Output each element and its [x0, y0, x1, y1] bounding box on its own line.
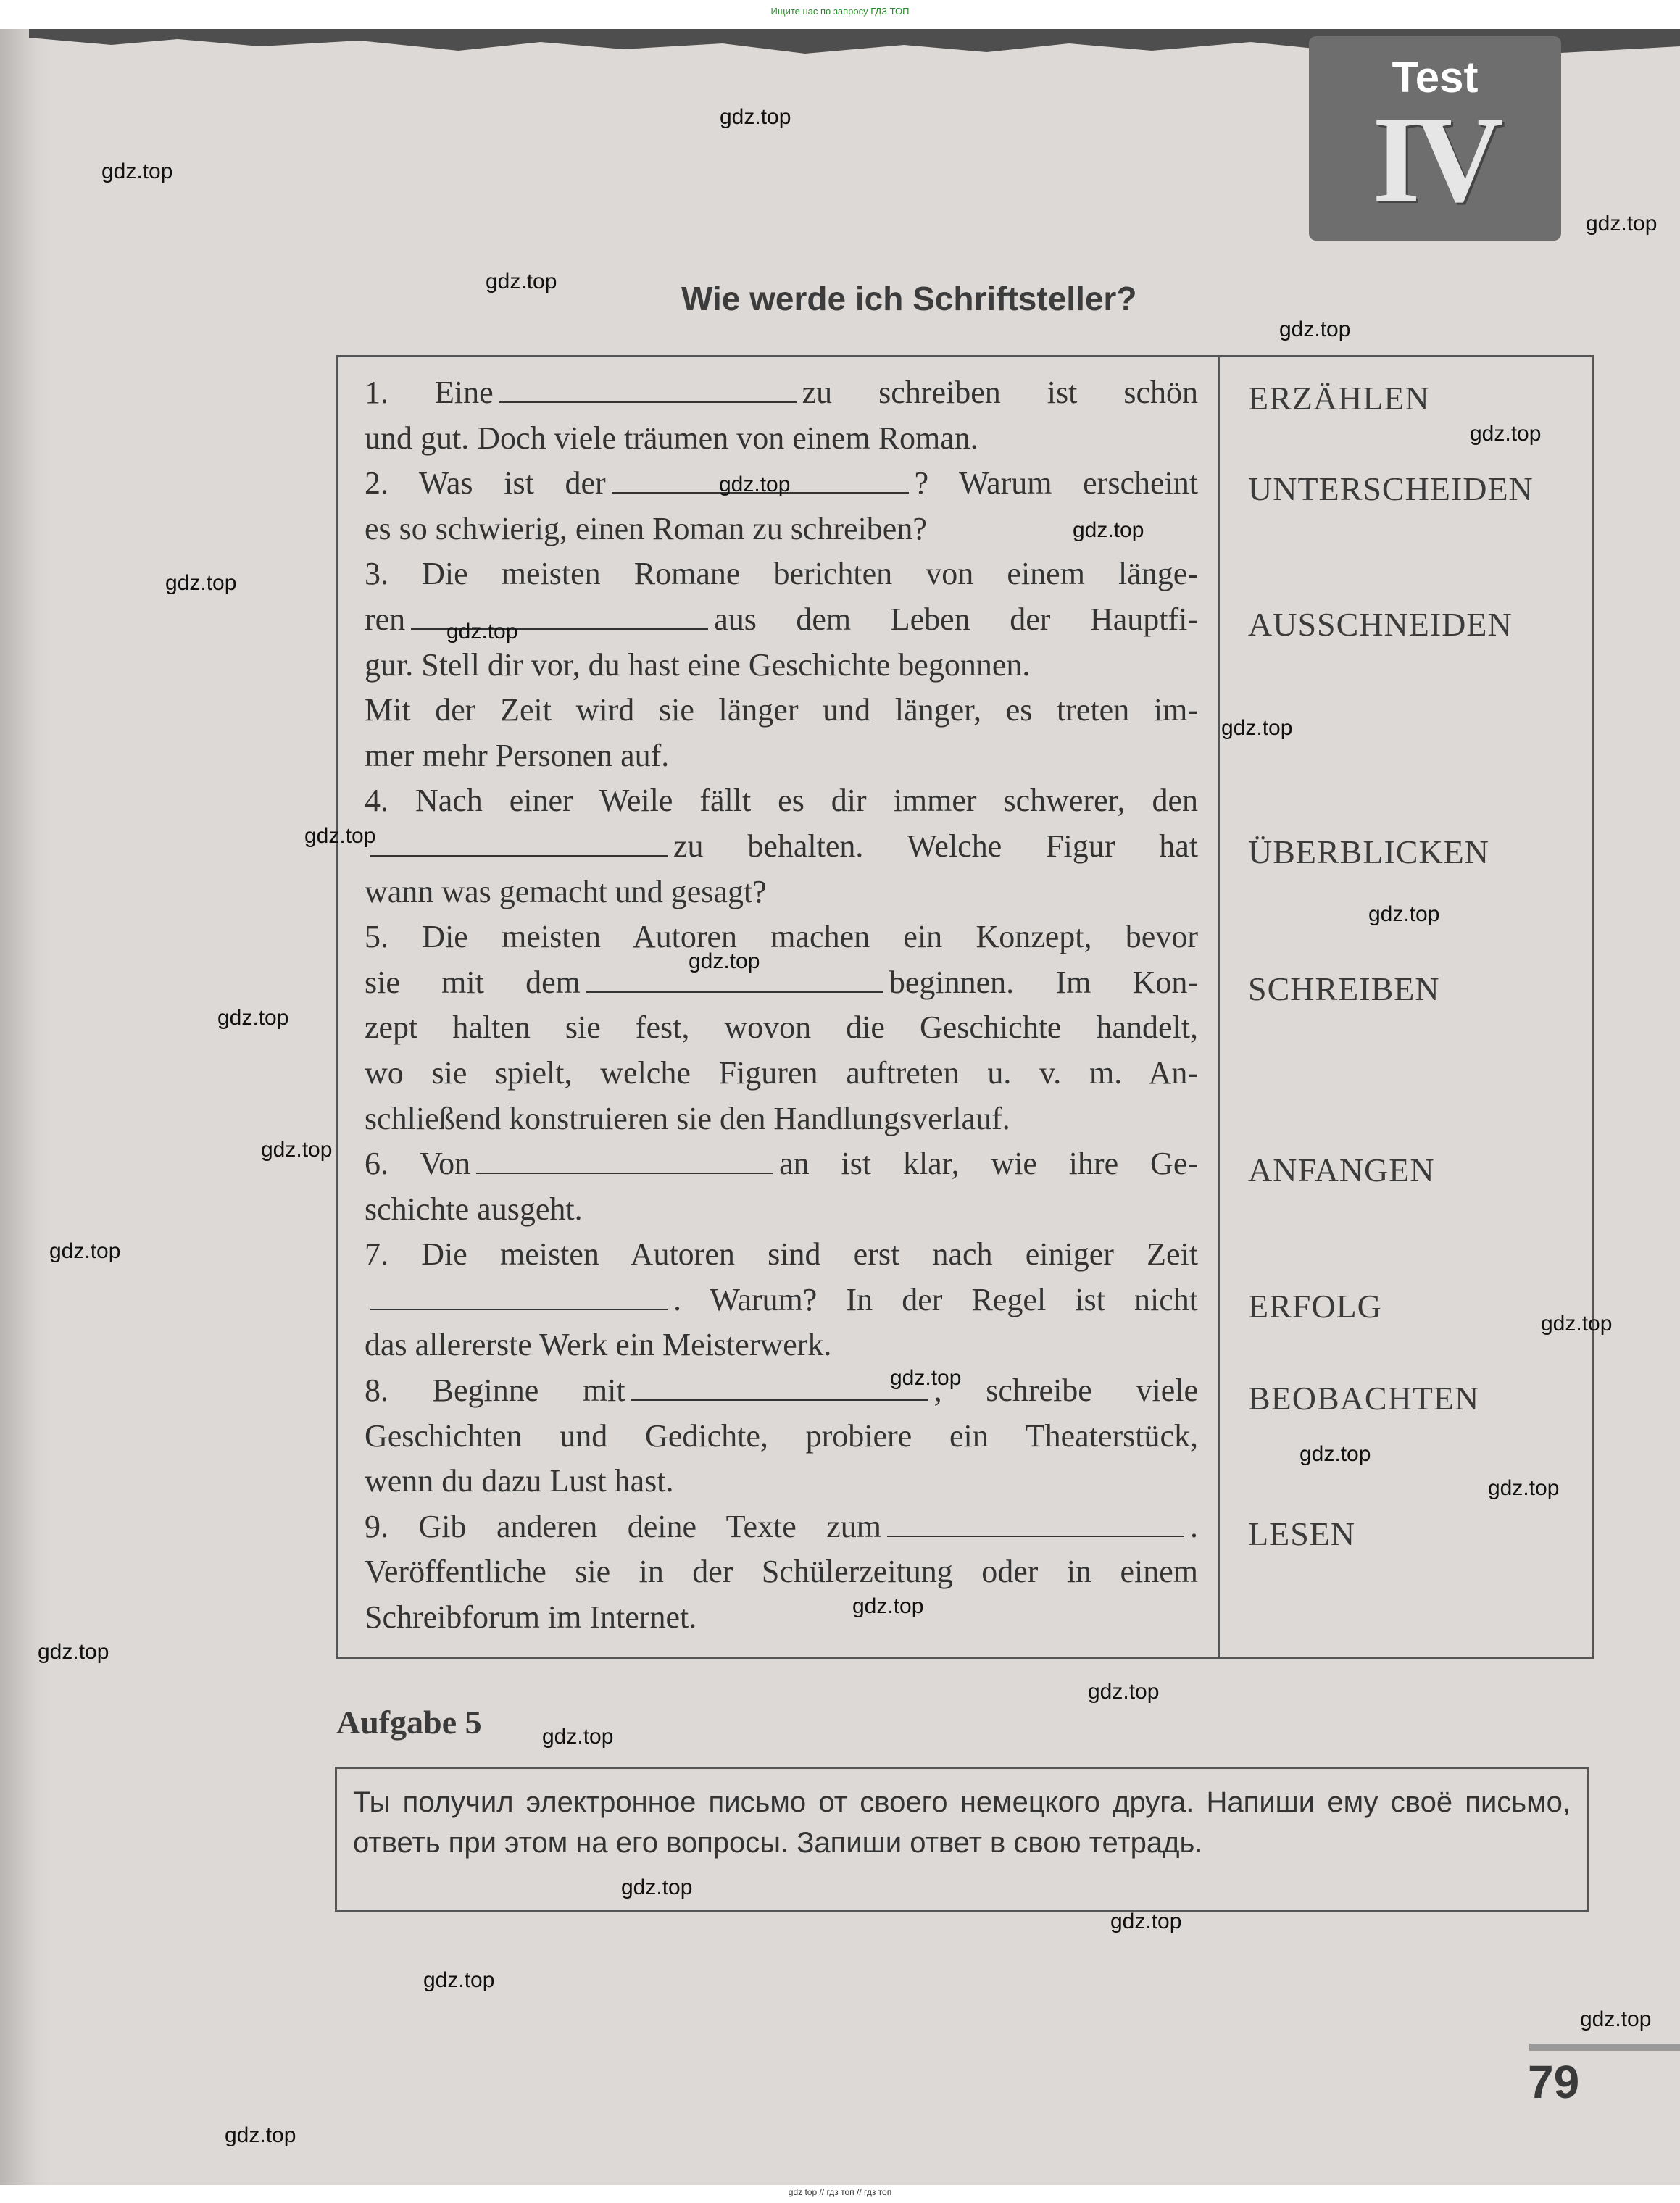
exercise-text-segment: ? Warum erscheint	[914, 465, 1198, 501]
answer-blank[interactable]	[370, 1309, 668, 1310]
watermark: gdz.top	[1073, 518, 1144, 542]
word-unterscheiden: UNTERSCHEIDEN	[1248, 470, 1534, 507]
exercise-text-segment: 7. Die meisten Autoren sind erst nach einiger Zeit	[365, 1236, 1198, 1273]
watermark: gdz.top	[225, 2123, 296, 2147]
aufgabe-instruction: Ты получил электронное письмо от своего немецкого друга. Напиши ему своё письмо, ответь при этом на его вопросы. Запиши ответ в свою тетрадь.	[335, 1767, 1589, 1912]
watermark: gdz.top	[1586, 212, 1658, 236]
watermark: gdz.top	[38, 1640, 109, 1664]
exercise-line	[365, 1232, 1198, 1278]
page-title: Wie werde ich Schriftsteller?	[681, 280, 1137, 317]
exercise-text-segment: schichte ausgeht.	[365, 1191, 583, 1227]
watermark: gdz.top	[423, 1968, 495, 1992]
watermark: gdz.top	[1221, 716, 1293, 740]
answer-blank[interactable]	[631, 1399, 928, 1401]
word-lesen: LESEN	[1248, 1515, 1356, 1552]
exercise-text-segment: .	[1190, 1508, 1198, 1544]
watermark: gdz.top	[165, 571, 237, 595]
watermark: gdz.top	[719, 472, 791, 496]
exercise-text-segment: Geschichten und Gedichte, probiere ein Theaterstück,	[365, 1417, 1198, 1454]
exercise-line	[365, 1504, 1198, 1550]
exercise-line	[365, 824, 1198, 870]
exercise-text	[365, 370, 1198, 1641]
exercise-text-segment: gur. Stell dir vor, du hast eine Geschichte begonnen.	[365, 646, 1031, 683]
exercise-text-segment: beginnen. Im Kon-	[889, 964, 1198, 1000]
exercise-line	[365, 1278, 1198, 1323]
exercise-line	[365, 1005, 1198, 1051]
exercise-text-segment: 4. Nach einer Weile fällt es dir immer schwerer, den	[365, 783, 1198, 819]
watermark: gdz.top	[49, 1239, 121, 1263]
exercise-line	[365, 733, 1198, 779]
column-divider	[1218, 357, 1220, 1657]
aufgabe-title: Aufgabe 5	[336, 1704, 482, 1741]
exercise-text-segment: 1. Eine	[365, 375, 494, 410]
watermark: gdz.top	[1299, 1442, 1371, 1466]
answer-blank[interactable]	[499, 401, 797, 403]
exercise-text-segment: zu behalten. Welche Figur hat	[673, 828, 1198, 864]
exercise-text-segment: Mit der Zeit wird sie länger und länger, es treten im-	[365, 692, 1198, 728]
exercise-text-segment: mer mehr Personen auf.	[365, 737, 670, 773]
watermark: gdz.top	[1541, 1312, 1613, 1336]
word-ueberblicken: ÜBERBLICKEN	[1248, 833, 1489, 870]
exercise-text-segment: Veröffentliche sie in der Schülerzeitung oder in einem	[365, 1554, 1198, 1590]
page-number: 79	[1528, 2056, 1580, 2108]
answer-blank[interactable]	[370, 855, 668, 857]
exercise-line	[365, 1414, 1198, 1459]
exercise-line	[365, 1368, 1198, 1414]
exercise-line	[365, 1459, 1198, 1504]
exercise-text-segment: 2. Was ist der	[365, 465, 606, 501]
watermark: gdz.top	[1088, 1680, 1160, 1704]
answer-blank[interactable]	[476, 1173, 773, 1174]
exercise-text-segment: 8. Beginne mit	[365, 1373, 625, 1409]
watermark: gdz.top	[1279, 317, 1351, 341]
watermark: gdz.top	[1470, 422, 1542, 446]
answer-blank[interactable]	[887, 1536, 1184, 1537]
exercise-line	[365, 1595, 1198, 1641]
exercise-text-segment: zept halten sie fest, wovon die Geschichte handelt,	[365, 1009, 1198, 1046]
exercise-line	[365, 643, 1198, 688]
watermark: gdz.top	[890, 1366, 962, 1390]
word-erfolg: ERFOLG	[1248, 1288, 1382, 1325]
exercise-line	[365, 1549, 1198, 1595]
exercise-line	[365, 551, 1198, 597]
page-number-rule	[1529, 2044, 1680, 2051]
watermark: gdz.top	[486, 270, 557, 293]
exercise-line	[365, 370, 1198, 416]
word-beobachten: BEOBACHTEN	[1248, 1380, 1480, 1417]
exercise-text-segment: schließend konstruieren sie den Handlungsverlauf.	[365, 1100, 1010, 1136]
exercise-text-segment: sie mit dem	[365, 964, 581, 1000]
exercise-text-segment: ren	[365, 601, 406, 637]
exercise-table	[336, 355, 1594, 1659]
watermark: gdz.top	[689, 949, 760, 973]
page-gutter	[0, 29, 51, 2185]
watermark: gdz.top	[1110, 1910, 1182, 1933]
exercise-line	[365, 1323, 1198, 1368]
watermark: gdz.top	[1488, 1476, 1560, 1500]
exercise-text-segment: es so schwierig, einen Roman zu schreiben?	[365, 510, 927, 546]
watermark: gdz.top	[621, 1875, 693, 1899]
exercise-line	[365, 960, 1198, 1006]
exercise-text-segment: wo sie spielt, welche Figuren auftreten u. v. m. An-	[365, 1054, 1198, 1091]
exercise-line	[365, 1051, 1198, 1096]
test-number: IV	[1372, 91, 1498, 228]
exercise-text-segment: an ist klar, wie ihre Ge-	[779, 1146, 1199, 1182]
exercise-text-segment: wenn du dazu Lust hast.	[365, 1463, 674, 1499]
test-label: Test	[1392, 53, 1479, 101]
exercise-line	[365, 1141, 1198, 1187]
exercise-line	[365, 870, 1198, 915]
watermark: gdz.top	[261, 1138, 333, 1162]
exercise-line	[365, 1187, 1198, 1233]
exercise-text-segment: Schreibforum im Internet.	[365, 1599, 697, 1636]
exercise-text-segment: das allererste Werk ein Meisterwerk.	[365, 1327, 832, 1363]
word-schreiben: SCHREIBEN	[1248, 970, 1440, 1007]
exercise-line	[365, 778, 1198, 824]
watermark: gdz.top	[446, 620, 518, 644]
test-badge	[1309, 36, 1561, 241]
exercise-text-segment: zu schreiben ist schön	[802, 375, 1198, 410]
watermark: gdz.top	[542, 1725, 614, 1749]
footer-banner-text: gdz top // гдз топ // гдз топ	[788, 2187, 892, 2197]
top-banner-text: Ищите нас по запросу ГДЗ ТОП	[770, 6, 910, 17]
exercise-text-segment: 3. Die meisten Romane berichten von einem länge-	[365, 556, 1198, 592]
watermark: gdz.top	[1580, 2007, 1652, 2031]
exercise-text-segment: , schreibe viele	[933, 1373, 1198, 1409]
exercise-text-segment: 5. Die meisten Autoren machen ein Konzept, bevor	[365, 919, 1198, 955]
watermark: gdz.top	[1368, 902, 1440, 926]
textbook-page	[0, 29, 1680, 2185]
exercise-line	[365, 416, 1198, 462]
exercise-line	[365, 1096, 1198, 1142]
exercise-text-segment: aus dem Leben der Hauptfi-	[714, 601, 1198, 637]
exercise-line	[365, 915, 1198, 960]
word-erzaehlen: ERZÄHLEN	[1248, 380, 1430, 417]
watermark: gdz.top	[852, 1594, 924, 1618]
exercise-text-segment: 6. Von	[365, 1146, 471, 1182]
word-anfangen: ANFANGEN	[1248, 1152, 1435, 1188]
exercise-text-segment: 9. Gib anderen deine Texte zum	[365, 1508, 881, 1544]
word-ausschneiden: AUSSCHNEIDEN	[1248, 606, 1513, 643]
exercise-text-segment: . Warum? In der Regel ist nicht	[673, 1281, 1198, 1317]
watermark: gdz.top	[217, 1006, 289, 1030]
watermark: gdz.top	[304, 824, 376, 848]
answer-blank[interactable]	[586, 991, 883, 993]
watermark: gdz.top	[101, 159, 173, 183]
exercise-text-segment: und gut. Doch viele träumen von einem Roman.	[365, 420, 978, 456]
watermark: gdz.top	[720, 105, 791, 129]
exercise-line	[365, 688, 1198, 733]
exercise-text-segment: wann was gemacht und gesagt?	[365, 873, 767, 909]
